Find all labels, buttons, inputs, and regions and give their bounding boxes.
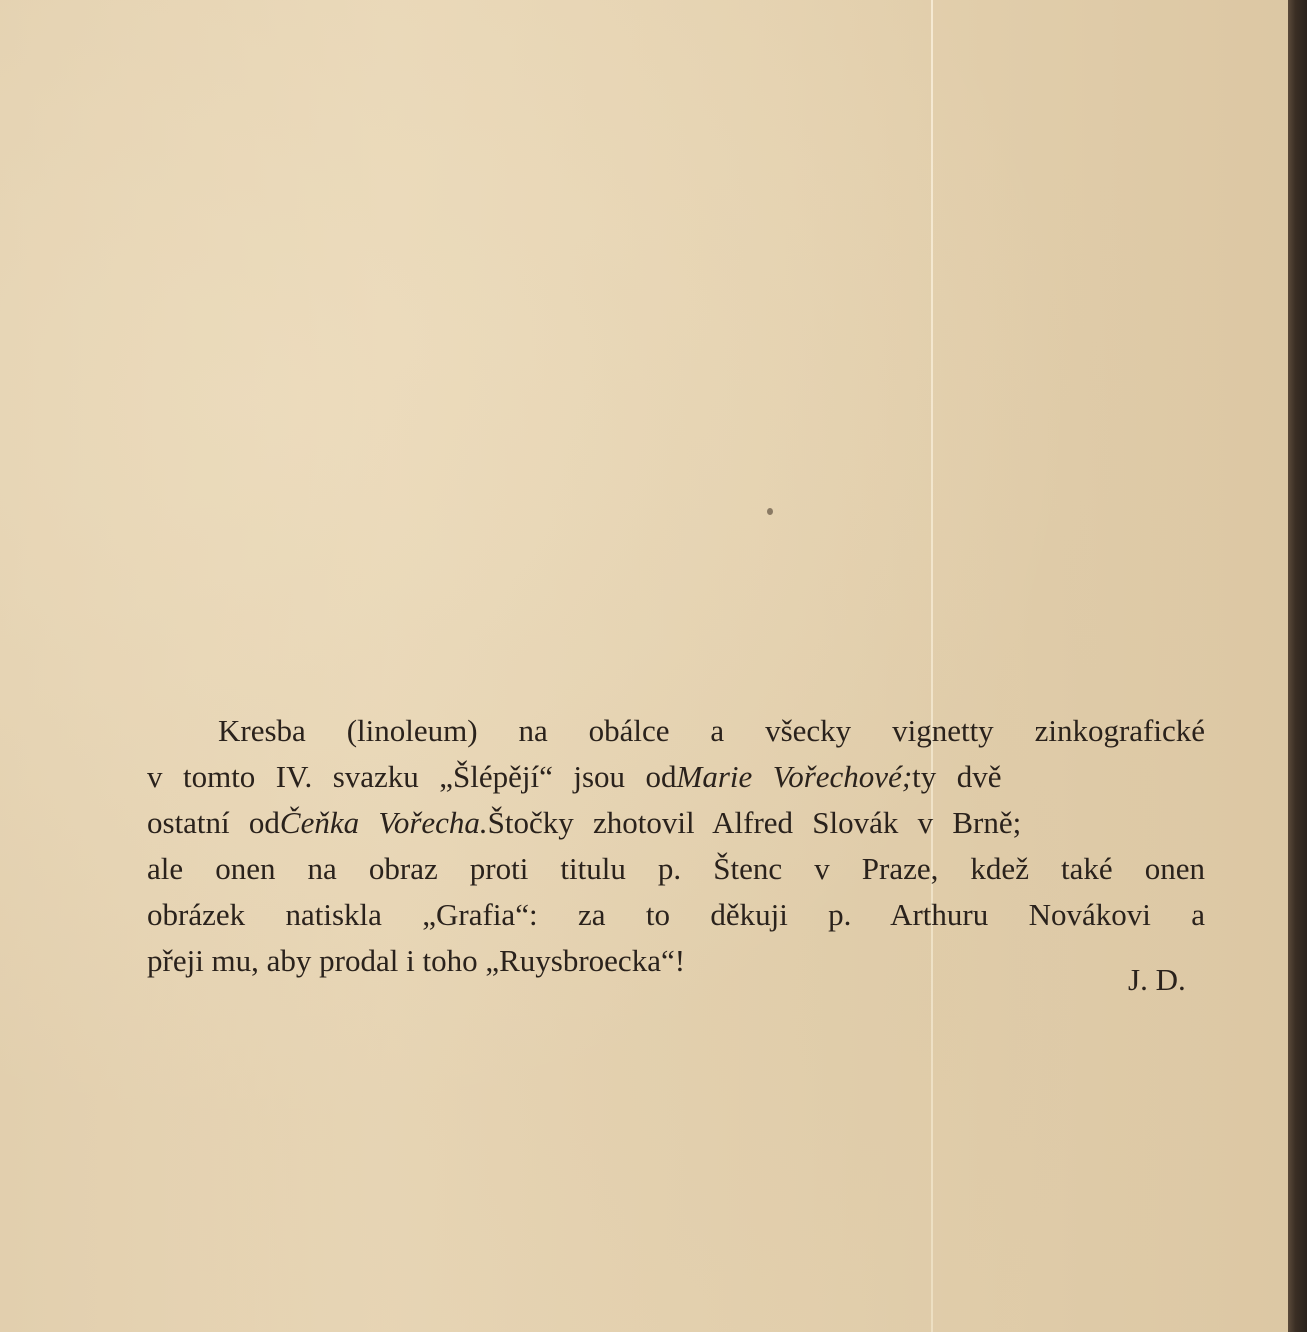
line-2-italic-name: Marie Vořechové; bbox=[676, 759, 913, 794]
paragraph-line-5 bbox=[147, 892, 1205, 938]
line-5-text: obrázek natiskla „Grafia“: za to děkuji p. Arthuru Novákovi a bbox=[147, 897, 1205, 932]
line-1-text: Kresba (linoleum) na obálce a všecky vignetty zinkografické bbox=[218, 713, 1205, 748]
paragraph-line-3 bbox=[147, 800, 1205, 846]
line-3-text bbox=[147, 800, 1021, 846]
line-4-text: ale onen na obraz proti titulu p. Štenc v Praze, kdež také onen bbox=[147, 851, 1205, 886]
line-3-part-c: Štočky zhotovil Alfred Slovák v Brně; bbox=[487, 805, 1022, 840]
line-6-text: přeji mu, aby prodal i toho „Ruysbroecka“! bbox=[147, 943, 686, 978]
colophon-paragraph bbox=[147, 708, 1205, 984]
paragraph-line-2 bbox=[147, 754, 1205, 800]
paragraph-line-6 bbox=[147, 938, 1205, 984]
line-3-part-a: ostatní od bbox=[147, 805, 280, 840]
page-edge bbox=[1288, 0, 1307, 1332]
line-3-italic-name: Čeňka Vořecha. bbox=[279, 805, 488, 840]
fold-line bbox=[931, 0, 933, 1332]
line-2-part-a: v tomto IV. svazku „Šlépějí“ jsou od bbox=[147, 759, 677, 794]
line-2-text bbox=[147, 754, 1002, 800]
paper-speck bbox=[767, 508, 773, 515]
paragraph-line-4 bbox=[147, 846, 1205, 892]
signature-initials: J. D. bbox=[1128, 962, 1186, 997]
line-2-part-c: ty dvě bbox=[912, 759, 1002, 794]
paragraph-line-1 bbox=[147, 708, 1205, 754]
